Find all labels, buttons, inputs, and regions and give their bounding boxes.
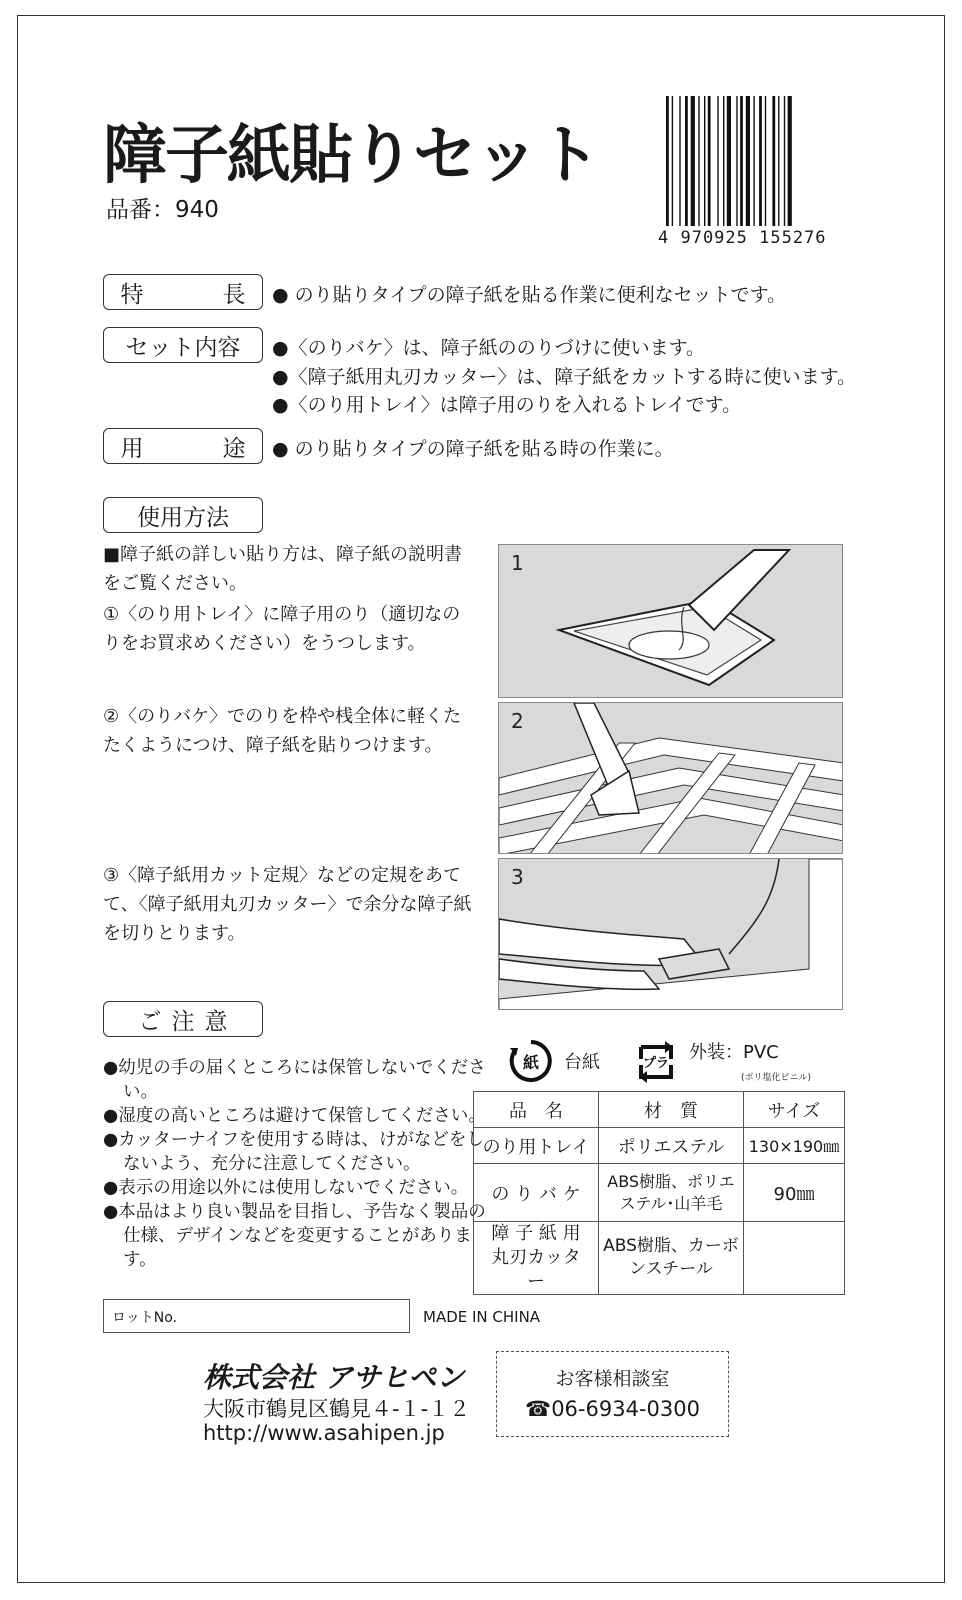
contents-line-2: ●〈障子紙用丸刃カッター〉は、障子紙をカットする時に使います。 [272, 366, 857, 388]
table-cell: ポリエステル [599, 1128, 744, 1164]
howto-label: 使用方法 [103, 497, 263, 533]
illustration-tray [498, 544, 843, 698]
contents-line-3: ●〈のり用トレイ〉は障子用のりを入れるトレイです。 [272, 394, 742, 416]
table-row [474, 1164, 845, 1222]
barcode-number: 4 970925 155276 [658, 228, 827, 248]
table-header: 材 質 [599, 1092, 744, 1128]
feature-line: ● のり貼りタイプの障子紙を貼る作業に便利なセットです。 [272, 284, 787, 306]
svg-text:プラ: プラ [642, 1055, 670, 1071]
company-name: 株式会社 アサヒペン [203, 1361, 465, 1394]
table-row [474, 1128, 845, 1164]
table-cell: 90㎜ [744, 1164, 845, 1222]
usage-line: ● のり貼りタイプの障子紙を貼る時の作業に。 [272, 438, 674, 460]
howto-intro: ■障子紙の詳しい貼り方は、障子紙の説明書をご覧ください。 [103, 544, 463, 594]
company-url: http://www.asahipen.jp [203, 1421, 445, 1445]
illustration-number: 3 [511, 865, 524, 889]
package-card [17, 15, 945, 1583]
product-title: 障子紙貼りセット [103, 119, 599, 193]
illustration-number: 1 [511, 551, 524, 575]
features-label: 特 長 [103, 274, 263, 310]
table-cell: ABS樹脂、カーボンスチール [599, 1222, 744, 1295]
company-address: 大阪市鶴見区鶴見４-１-１２ [203, 1397, 471, 1421]
table-row [474, 1222, 845, 1295]
table-header: サイズ [744, 1092, 845, 1128]
tray-glue-icon [499, 545, 843, 698]
cutter-icon [499, 859, 843, 1010]
table-cell: のり用トレイ [474, 1128, 599, 1164]
paper-recycle-icon [508, 1038, 554, 1084]
howto-step-2: ②〈のりバケ〉でのりを枠や桟全体に軽くたたくようにつけ、障子紙を貼りつけます。 [103, 706, 462, 756]
table-cell: 障 子 紙 用 丸刃カッター [474, 1222, 599, 1295]
caution-item: ●湿度の高いところは避けて保管してください。 [103, 1106, 486, 1126]
table-cell: の り バ ケ [474, 1164, 599, 1222]
table-header: 品 名 [474, 1092, 599, 1128]
illustration-cutting [498, 858, 843, 1010]
caution-item: ●表示の用途以外には使用しないでください。 [103, 1178, 469, 1198]
svg-text:紙: 紙 [522, 1053, 540, 1072]
illustration-frame [498, 702, 843, 854]
table-cell: 130×190㎜ [744, 1128, 845, 1164]
paper-label: 台紙 [564, 1052, 600, 1073]
caution-item: ●本品はより良い製品を目指し、予告なく製品の仕様、デザインなどを変更することがあります。 [103, 1202, 486, 1270]
barcode [666, 96, 846, 239]
paper-recycle-mark [508, 1038, 600, 1084]
illustration-number: 2 [511, 709, 524, 733]
materials-table [473, 1091, 845, 1295]
support-phone: ☎06-6934-0300 [525, 1397, 700, 1421]
howto-step-3: ③〈障子紙用カット定規〉などの定規をあてて、〈障子紙用丸刃カッター〉で余分な障子紙を切りとります。 [103, 865, 472, 944]
howto-step-1: ①〈のり用トレイ〉に障子用のり（適切なのりをお買求めください）をうつします。 [103, 604, 461, 654]
plastic-recycle-icon [633, 1039, 679, 1085]
support-label: お客様相談室 [555, 1368, 670, 1390]
caution-item: ●カッターナイフを使用する時は、けがなどをしないよう、充分に注意してください。 [103, 1130, 484, 1174]
caution-item: ●幼児の手の届くところには保管しないでください。 [103, 1058, 486, 1102]
contents-line-1: ●〈のりバケ〉は、障子紙ののりづけに使います。 [272, 337, 706, 359]
caution-list [103, 1056, 488, 1272]
table-cell [744, 1222, 845, 1295]
plastic-label: 外装：PVC (ポリ塩化ビニル) [689, 1042, 812, 1083]
contents-label: セット内容 [103, 327, 263, 363]
usage-label: 用 途 [103, 428, 263, 464]
model-number: 品番：940 [106, 197, 219, 223]
table-cell: ABS樹脂、ポリエステル･山羊毛 [599, 1164, 744, 1222]
lot-number-box: ロットNo. [103, 1299, 410, 1333]
caution-label: ご注意 [103, 1001, 263, 1037]
customer-support-box [496, 1351, 729, 1437]
frame-brush-icon [499, 703, 843, 854]
made-in: MADE IN CHINA [423, 1308, 541, 1326]
plastic-recycle-mark [633, 1038, 811, 1085]
